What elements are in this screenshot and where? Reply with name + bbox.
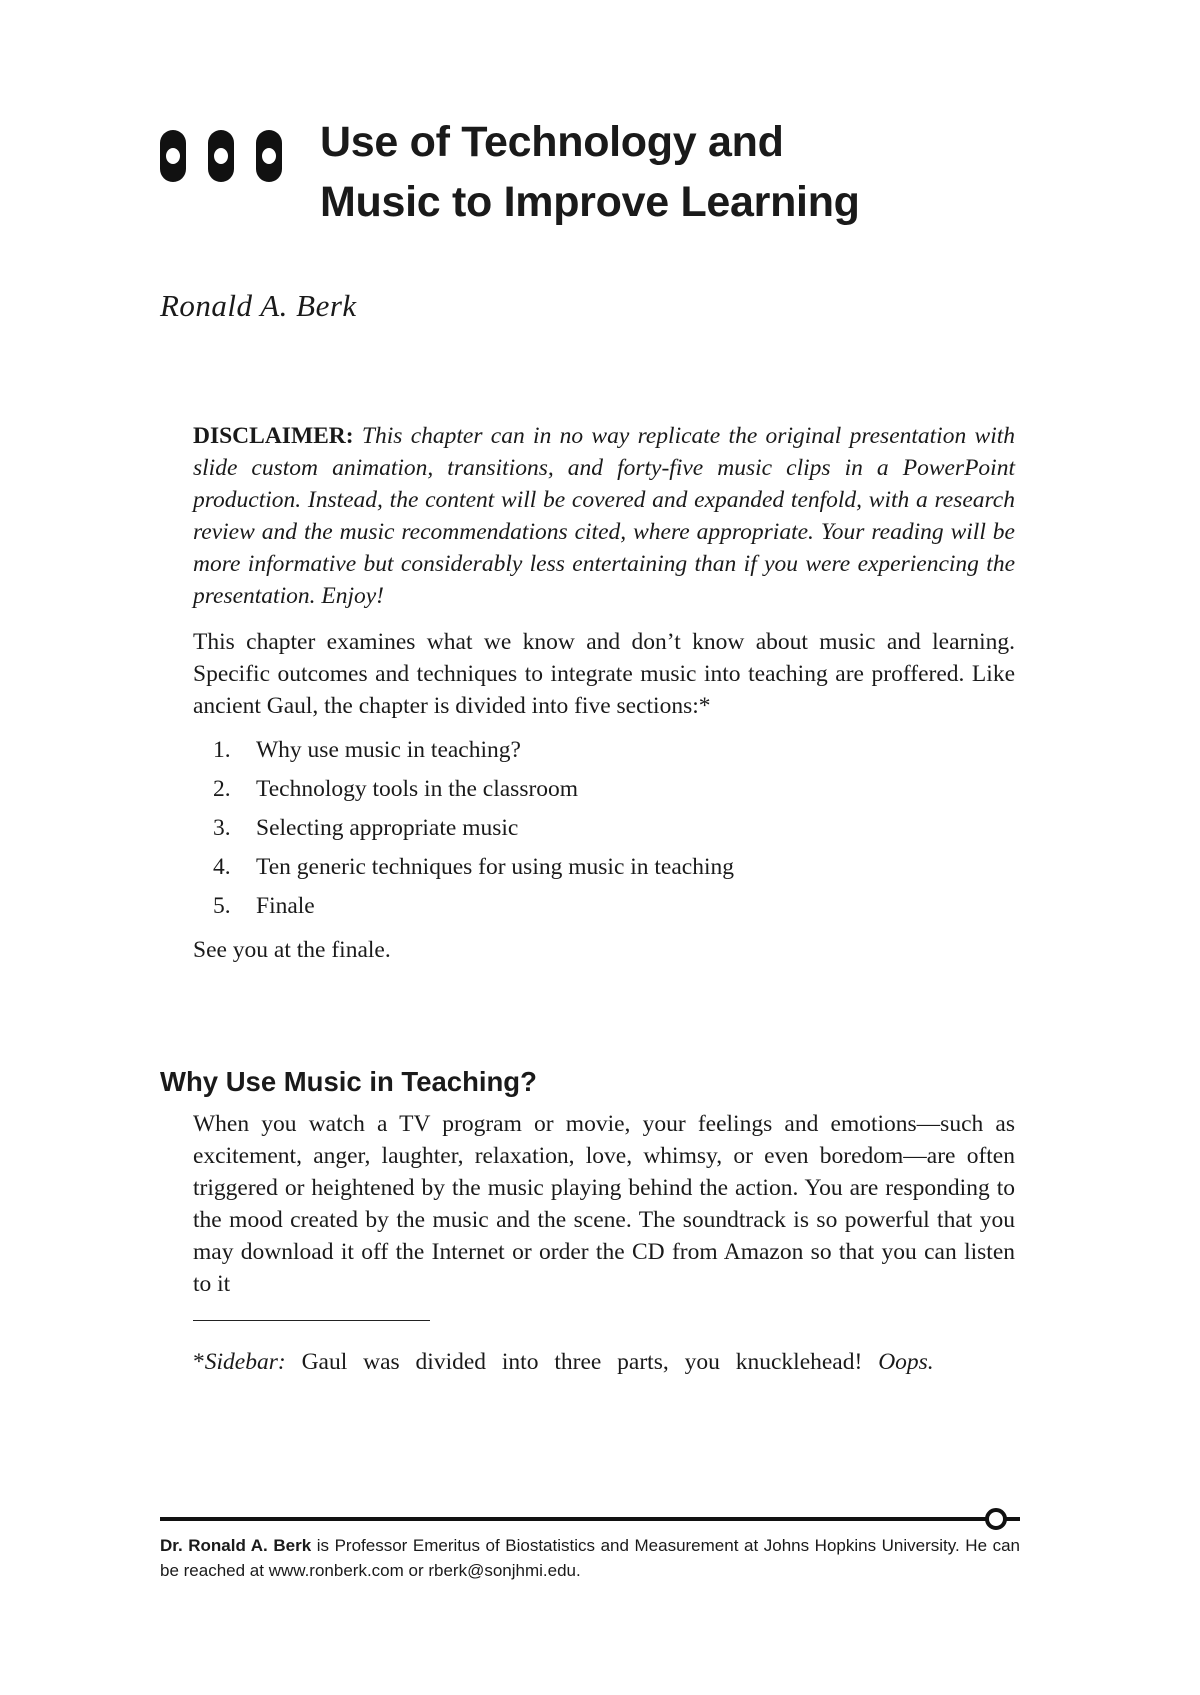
list-item-label: Finale xyxy=(256,893,315,919)
intro-paragraph: This chapter examines what we know and don’t know about music and learning. Specific outcomes and techniques to integrate music into teaching are proffered. Like ancient Gaul, the chapter is divided into five sections:* xyxy=(193,629,1015,719)
list-item xyxy=(213,887,1015,926)
section-list xyxy=(193,731,1015,926)
section-body: When you watch a TV program or movie, your feelings and emotions—such as excitement, anger, laughter, relaxation, love, whimsy, or even boredom—are often triggered or heightened by the music playing behind the action. You are responding to the mood created by the music and the scene. The soundtrack is so powerful that you may download it off the Internet or order the CD from Amazon so that you can listen to it xyxy=(193,1111,1015,1297)
bio-name: Dr. Ronald A. Berk xyxy=(160,1536,312,1555)
bio-text: is Professor Emeritus of Biostatistics and Measurement at Johns Hopkins University. He can be reached at www.ronberk.com or rberk@sonjhmi.edu. xyxy=(160,1536,1020,1580)
footnote-marker: * xyxy=(193,1349,205,1375)
footnote-tail: Oops. xyxy=(878,1349,934,1375)
chapter-ornament-icon xyxy=(160,128,290,184)
chapter-title xyxy=(320,112,860,232)
footnote-label: Sidebar: xyxy=(204,1349,286,1375)
list-item-number: 3. xyxy=(213,815,231,841)
chapter-intro xyxy=(193,420,1015,966)
list-item-label: Technology tools in the classroom xyxy=(256,776,579,802)
chapter-title-line-2: Music to Improve Learning xyxy=(320,178,860,226)
list-item-number: 4. xyxy=(213,854,231,880)
footnote-divider xyxy=(193,1320,430,1321)
list-item-label: Selecting appropriate music xyxy=(256,815,519,841)
list-item-number: 1. xyxy=(213,737,231,763)
list-item xyxy=(213,731,1015,770)
footer-divider xyxy=(160,1507,1020,1531)
list-item-number: 2. xyxy=(213,776,231,802)
footnote xyxy=(193,1346,1015,1378)
author-bio xyxy=(160,1533,1020,1583)
disclaimer-label: DISCLAIMER: xyxy=(193,423,354,449)
footnote-text: Gaul was divided into three parts, you knucklehead! xyxy=(301,1349,863,1375)
list-item-number: 5. xyxy=(213,893,231,919)
disclaimer xyxy=(193,420,1015,612)
list-item xyxy=(213,770,1015,809)
chapter-title-line-1: Use of Technology and xyxy=(320,118,784,166)
author-name: Ronald A. Berk xyxy=(160,288,357,323)
list-item-label: Why use music in teaching? xyxy=(256,737,521,763)
intro-closing: See you at the finale. xyxy=(193,937,391,963)
list-item xyxy=(213,848,1015,887)
list-item xyxy=(213,809,1015,848)
disclaimer-text: This chapter can in no way replicate the original presentation with slide custom animation, transitions, and forty-five music clips in a PowerPoint production. Instead, the content will be covered and expanded tenfold, with a research review and the music recommendations cited, where appropriate. Your reading will be more informative but considerably less entertaining than if you were experiencing the presentation. Enjoy! xyxy=(193,423,1015,609)
section-heading: Why Use Music in Teaching? xyxy=(160,1066,537,1097)
list-item-label: Ten generic techniques for using music in teaching xyxy=(256,854,734,880)
